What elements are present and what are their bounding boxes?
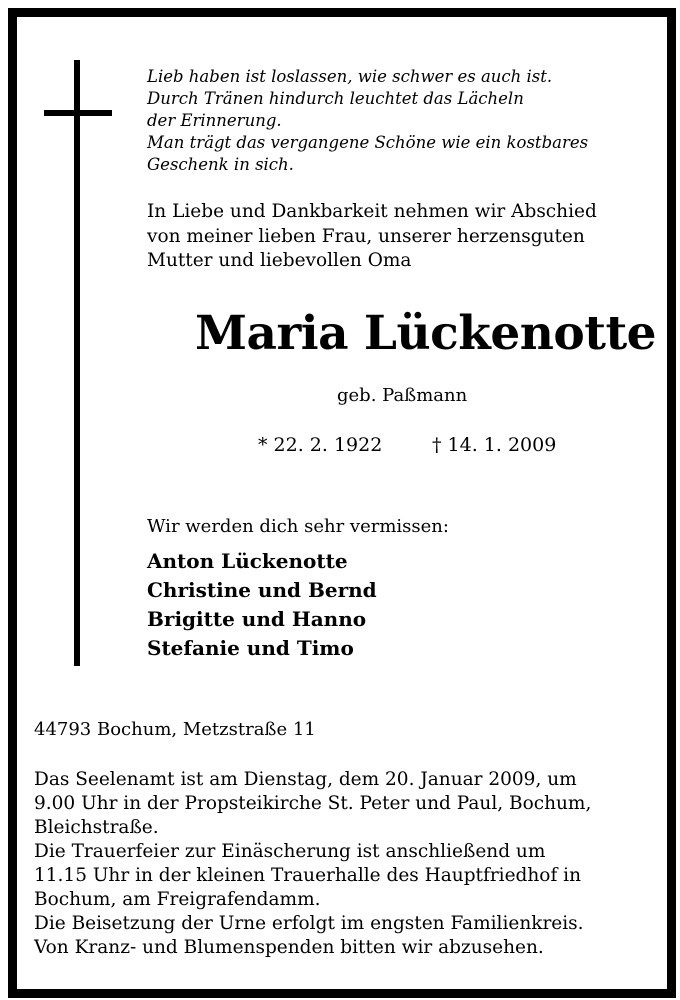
cross-icon-crossbar [44,110,112,116]
mourners-intro: Wir werden dich sehr vermissen: [147,516,449,537]
maiden-name: geb. Paßmann [337,385,468,406]
death-date: † 14. 1. 2009 [432,434,557,456]
mourner-name: Stefanie und Timo [147,636,354,660]
deceased-name: Maria Lückenotte [195,306,657,361]
mourner-name: Anton Lückenotte [147,549,348,573]
poem-text: Lieb haben ist loslassen, wie schwer es auch ist. Durch Tränen hindurch leuchtet das Lächeln der Erinnerung. Man trägt das vergangene Schöne wie ein kostbares Geschenk in sich. [147,67,589,174]
service-notice: Das Seelenamt ist am Dienstag, dem 20. Januar 2009, um 9.00 Uhr in der Propsteikirche St. Peter und Paul, Bochum, Bleichstraße. Die Trauerfeier zur Einäscherung ist anschließend um 11.15 Uhr in der kleinen Trauerhalle des Hauptfriedhof in Bochum, am Freigrafendamm. Die Beisetzung der Urne erfolgt im engsten Familienkreis. Von Kranz- und Blumenspenden bitten wir abzusehen. [34,769,592,958]
address: 44793 Bochum, Metzstraße 11 [34,719,316,740]
mourners-list [147,547,377,663]
intro-text: In Liebe und Dankbarkeit nehmen wir Abschied von meiner lieben Frau, unserer herzensguten Mutter und liebevollen Oma [147,201,597,271]
cross-icon [74,60,80,666]
birth-date: * 22. 2. 1922 [258,434,383,456]
mourner-name: Christine und Bernd [147,578,377,602]
mourner-name: Brigitte und Hanno [147,607,367,631]
